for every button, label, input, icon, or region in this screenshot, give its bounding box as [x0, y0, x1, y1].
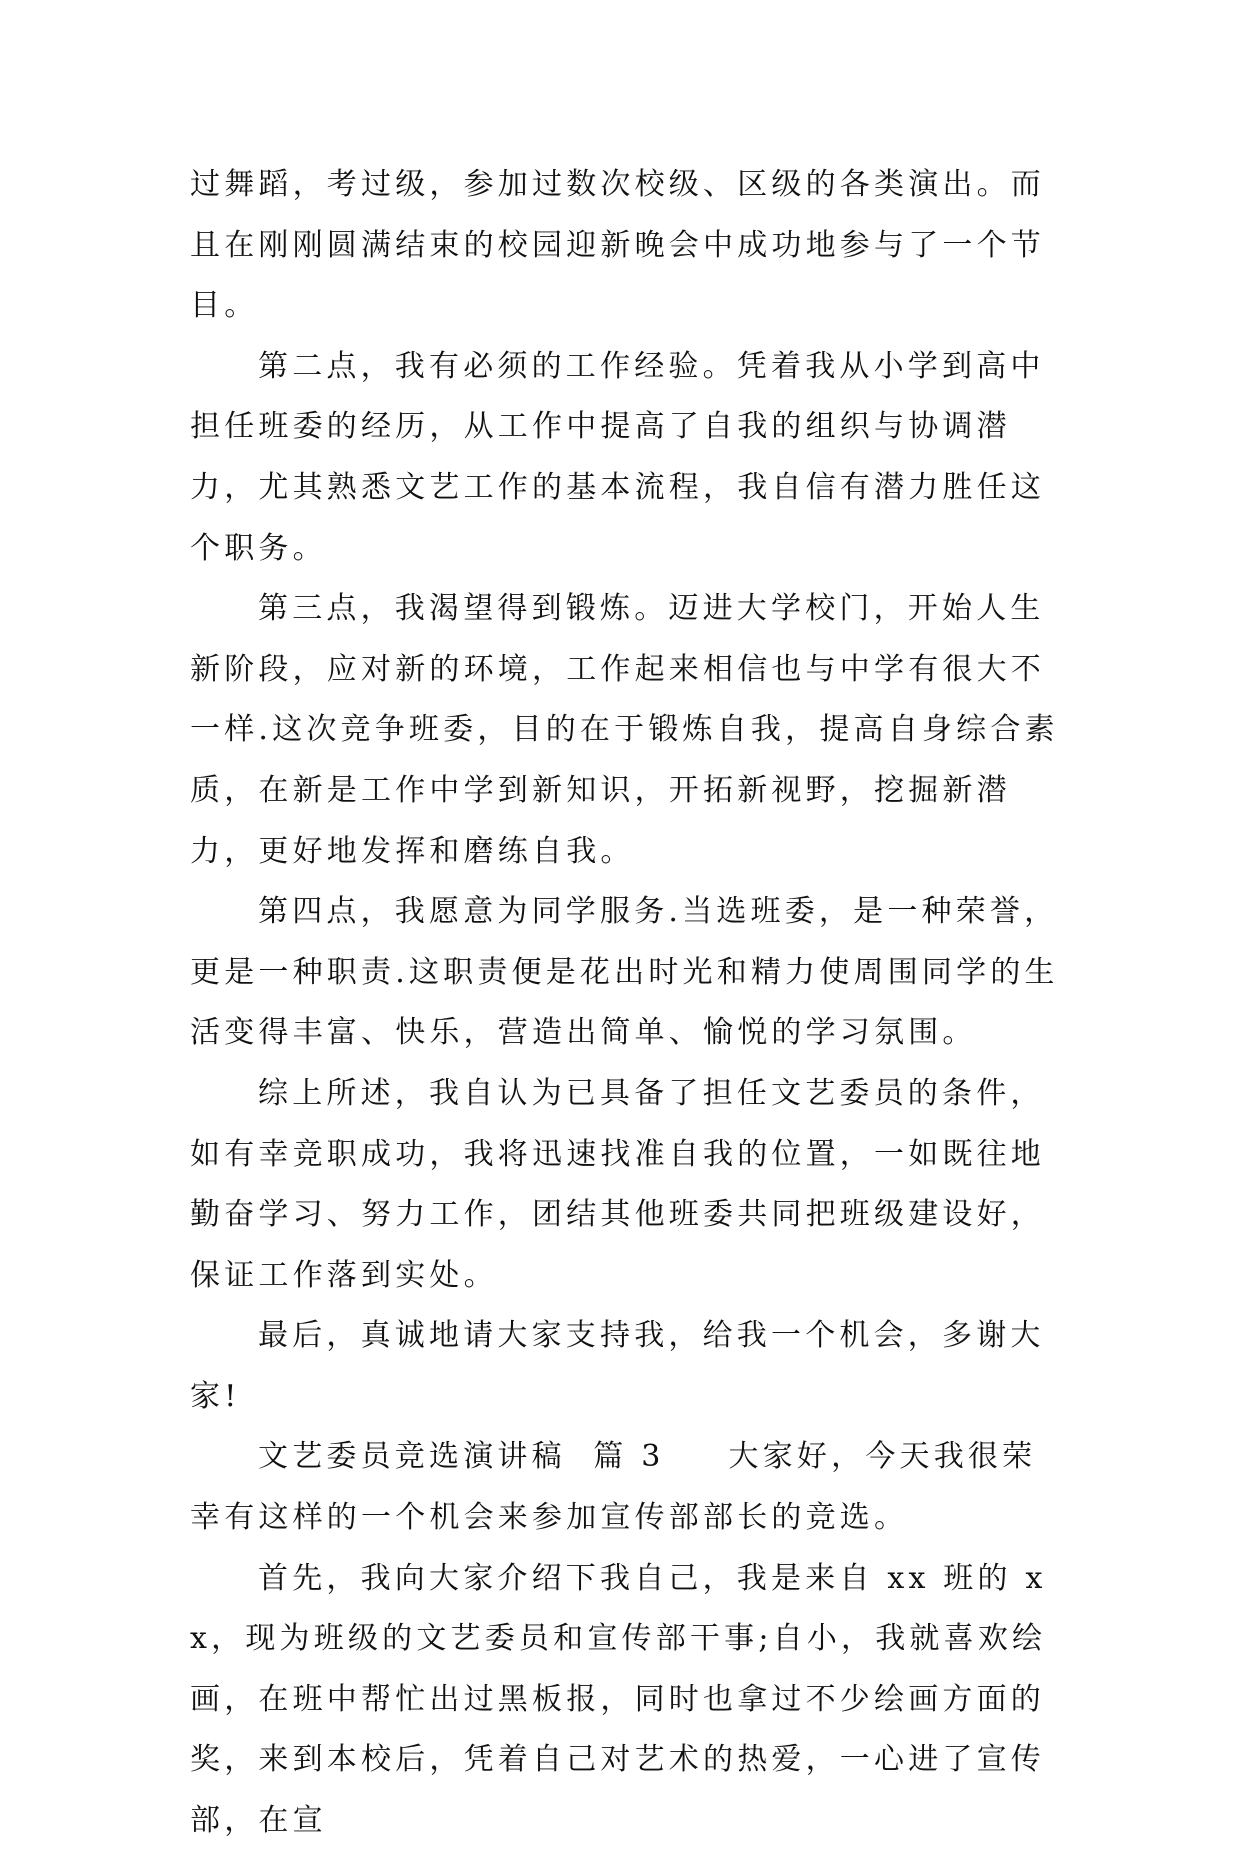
section-paragraph	[190, 1427, 1070, 1548]
paragraph: 第四点，我愿意为同学服务.当选班委，是一种荣誉，更是一种职责.这职责便是花出时光和精力使周围同学的生活变得丰富、快乐，营造出简单、愉悦的学习氛围。	[190, 894, 1059, 1051]
paragraph: 首先，我向大家介绍下我自己，我是来自 xx 班的 xx，现为班级的文艺委员和宣传部干事;自小，我就喜欢绘画，在班中帮忙出过黑板报，同时也拿过不少绘画方面的奖，来到本校后，凭着自己对艺术的热爱，一心进了宣传部，在宣	[190, 1560, 1047, 1839]
paragraph: 综上所述，我自认为已具备了担任文艺委员的条件，如有幸竞职成功，我将迅速找准自我的位置，一如既往地勤奋学习、努力工作，团结其他班委共同把班级建设好，保证工作落到实处。	[190, 1075, 1045, 1293]
paragraph: 第三点，我渴望得到锻炼。迈进大学校门，开始人生新阶段，应对新的环境，工作起来相信也与中学有很大不一样.这次竞争班委，目的在于锻炼自我，提高自身综合素质，在新是工作中学到新知识，开拓新视野，挖掘新潜力，更好地发挥和磨练自我。	[190, 591, 1059, 869]
paragraph: 过舞蹈，考过级，参加过数次校级、区级的各类演出。而且在刚刚圆满结束的校园迎新晚会中成功地参与了一个节目。	[190, 167, 1045, 324]
document-body	[190, 155, 1070, 1852]
section-first-text: 大家好，今天我很荣幸有这样的一个机会来参加宣传部部长的竞选。	[190, 1439, 1037, 1536]
section-label: 篇 3	[593, 1439, 665, 1475]
paragraph: 最后，真诚地请大家支持我，给我一个机会，多谢大家!	[190, 1318, 1045, 1414]
section-title: 文艺委员竞选演讲稿	[258, 1439, 566, 1475]
paragraph: 第二点，我有必须的工作经验。凭着我从小学到高中担任班委的经历，从工作中提高了自我的组织与协调潜力，尤其熟悉文艺工作的基本流程，我自信有潜力胜任这个职务。	[190, 348, 1045, 566]
